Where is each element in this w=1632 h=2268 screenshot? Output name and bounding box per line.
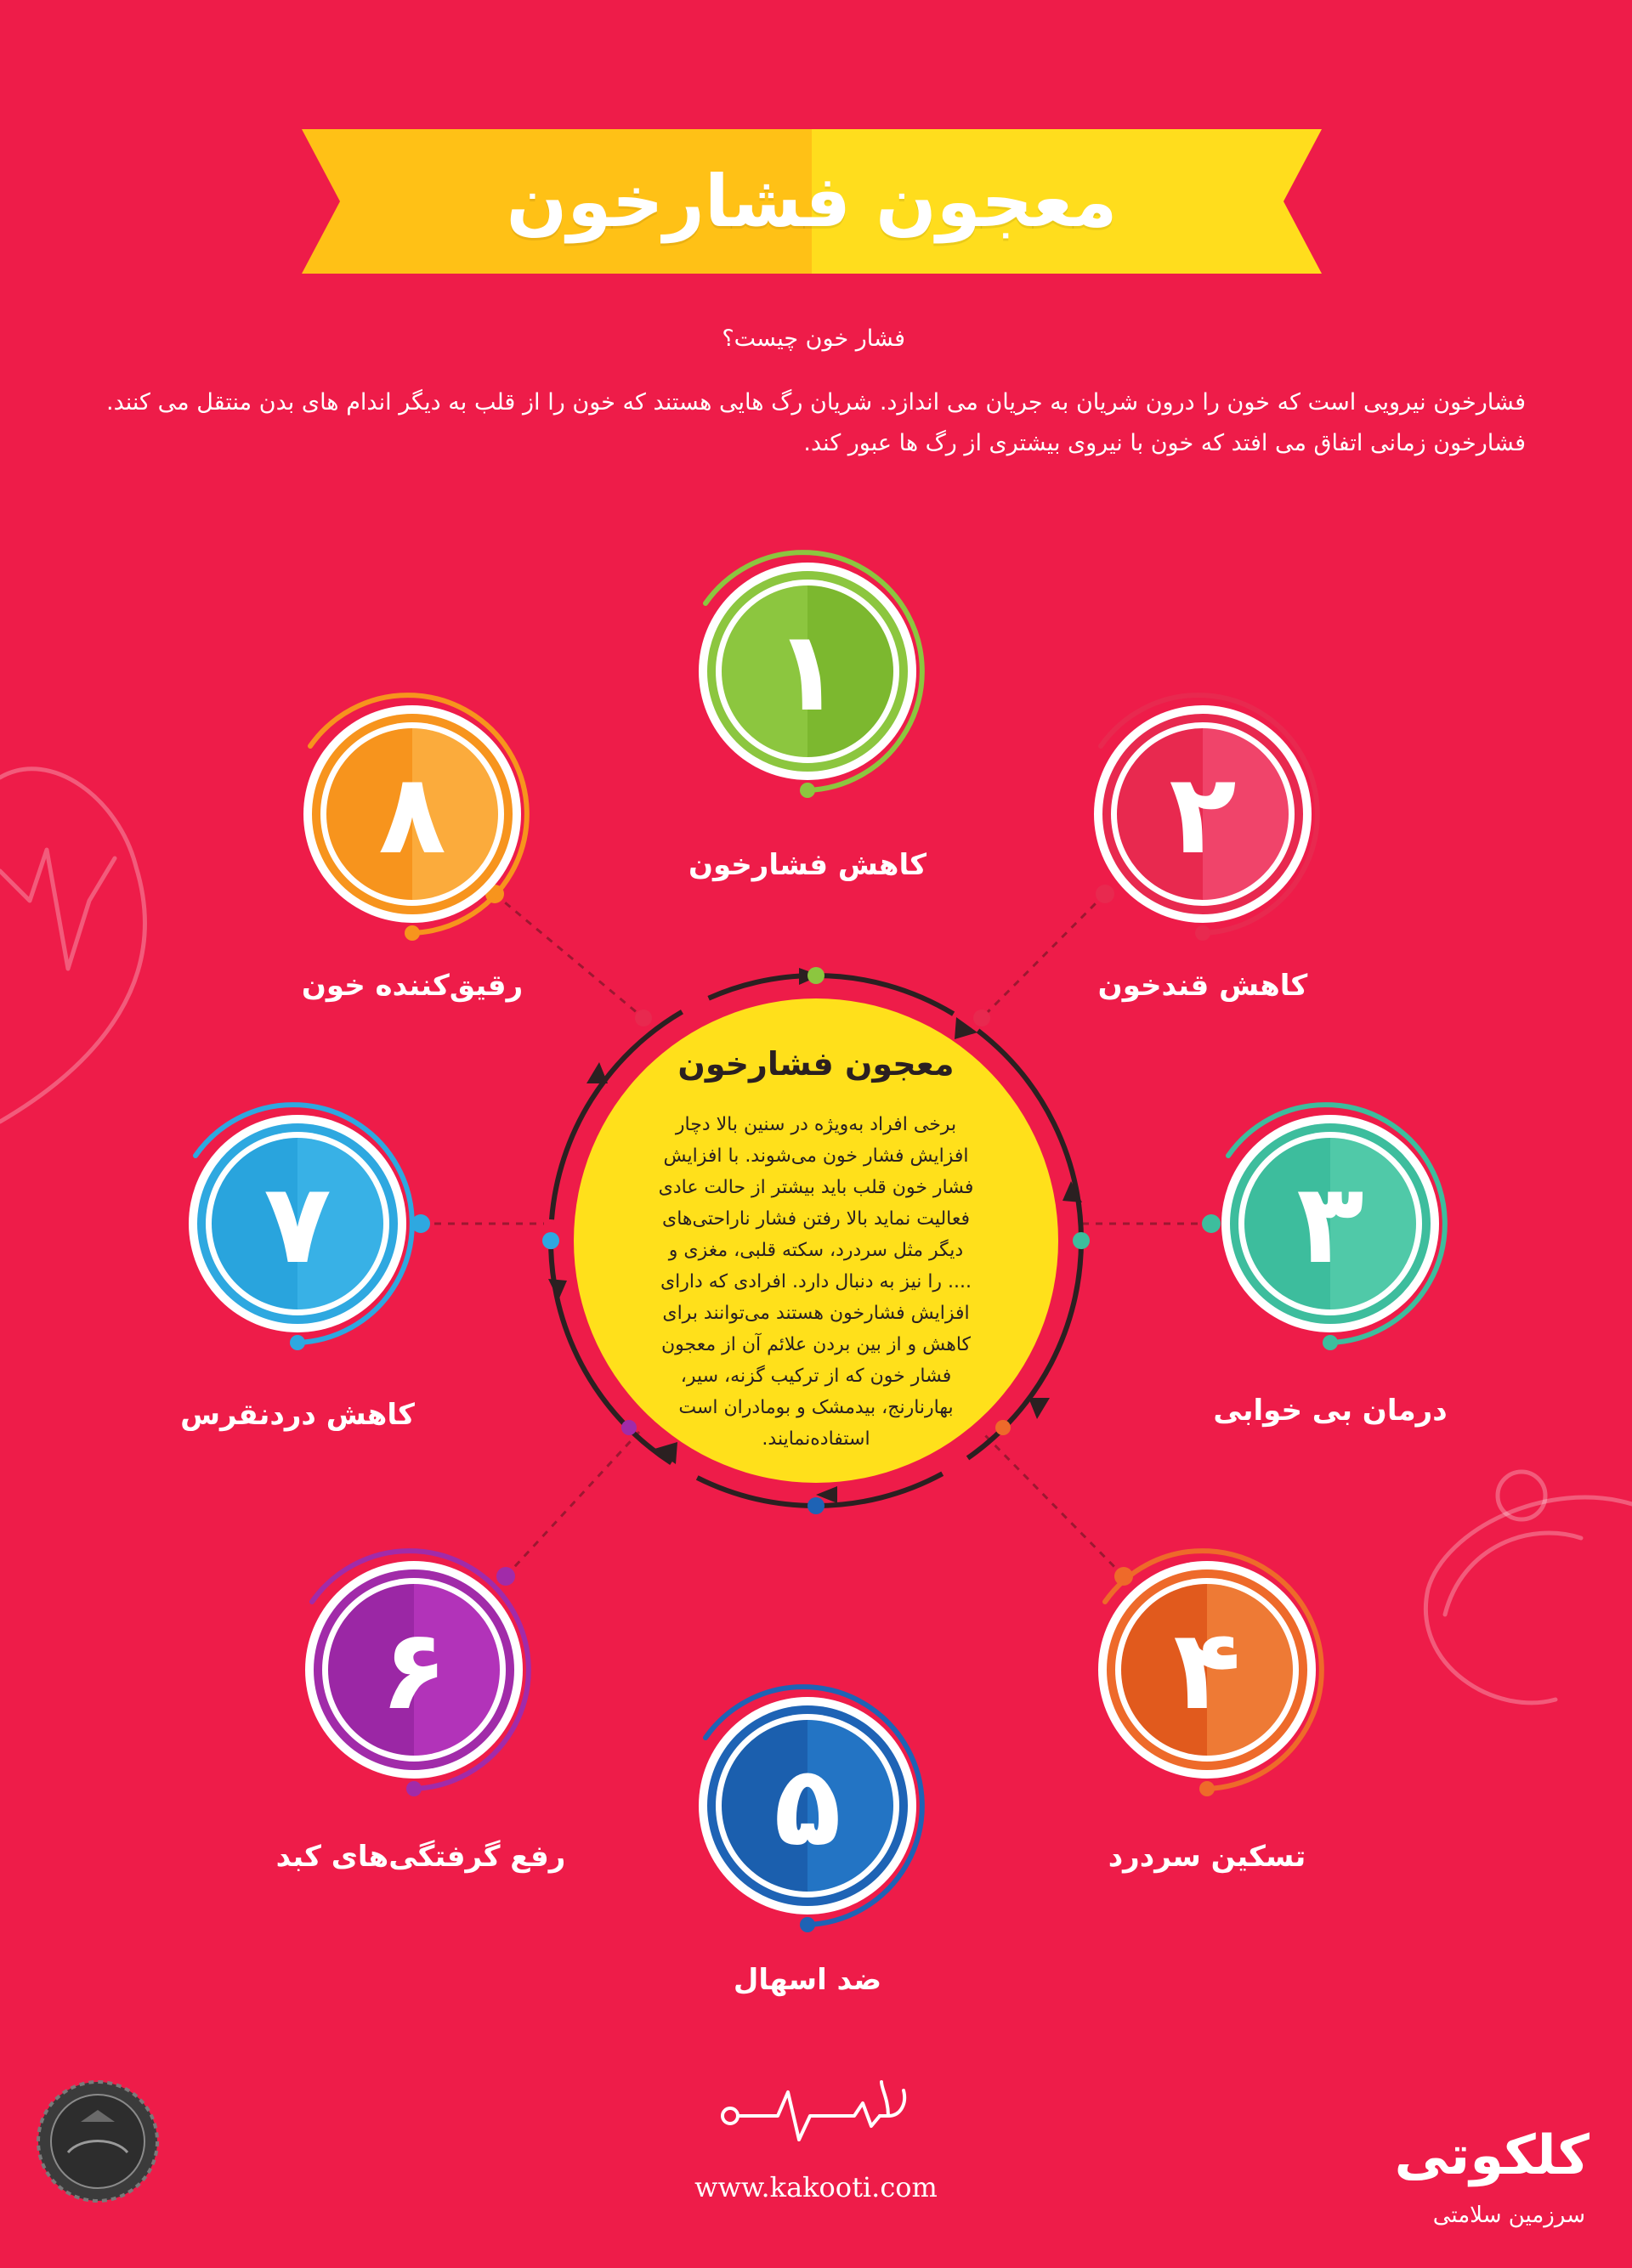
benefit-label-6: رفع گرفتگی‌های کبد (275, 1840, 566, 1874)
arrow-head-icon (955, 1017, 978, 1039)
brand-name: کلکوتی (1394, 2124, 1590, 2187)
center-body: برخی افراد به‌ویژه در سنین بالا دچار افزایش فشار خون می‌شوند. با افزایش فشار خون قلب باید بیشتر از حالت عادی فعالیت نماید بالا رفتن فشار ناراحتی‌های دیگر مثل سردرد، سکته قلبی، مغزی و .... را نیز به دنبال دارد. افرادی که دارای افزایش فشارخون هستند می‌توانند برای کاهش و از بین بردن علائم آن از معجون فشار خون که از ترکیب گزنه، سیر، بهارنارنج، بیدمشک و بومادران است استفاده‌نمایند. (658, 1114, 974, 1450)
page-title: معجون فشارخون (506, 160, 1118, 243)
center-title: معجون فشارخون (677, 1045, 955, 1083)
benefit-circle-2 (1075, 687, 1330, 942)
benefit-number-2: ۲ (1169, 749, 1237, 879)
benefit-label-2: کاهش قندخون (1097, 969, 1308, 1003)
arrow-head-icon (586, 1062, 608, 1083)
benefit-circle-8 (285, 687, 540, 942)
benefit-number-3: ۳ (1296, 1159, 1364, 1288)
benefit-number-8: ۸ (378, 749, 446, 879)
benefit-label-7: کاهش دردنقرس (180, 1398, 415, 1432)
benefit-label-3: درمان بی خوابی (1213, 1394, 1448, 1428)
brand-tagline: سرزمین سلامتی (1432, 2203, 1585, 2228)
brand-seal-logo (34, 2078, 162, 2205)
intro-question: فشار خون چیست؟ (722, 325, 905, 352)
benefit-circle-3 (1203, 1096, 1458, 1351)
benefit-circle-4 (1080, 1542, 1334, 1797)
benefit-circle-1 (680, 544, 935, 799)
arrow-head-icon (1028, 1398, 1050, 1419)
benefit-number-6: ۶ (380, 1605, 448, 1734)
center-panel (548, 973, 1084, 1508)
benefit-number-7: ۷ (264, 1159, 332, 1288)
benefit-label-4: تسکین سردرد (1108, 1840, 1306, 1874)
heartbeat-stethoscope-icon (718, 2073, 914, 2150)
benefit-circle-7 (170, 1096, 425, 1351)
benefit-number-1: ۱ (774, 607, 842, 736)
benefit-label-8: رقیق‌کننده خون (301, 969, 524, 1003)
benefit-label-5: ضد اسهال (733, 1963, 882, 1997)
intro-paragraph: فشارخون نیرویی است که خون را درون شریان به جریان می اندازد. شریان رگ هایی هستند که خون را از قلب به دیگر اندام های بدن منتقل می کنند. فشارخون زمانی اتفاق می افتد که خون با نیروی بیشتری از رگ ها عبور کند. (106, 389, 1526, 456)
arrow-head-icon (548, 1279, 567, 1300)
benefit-number-4: ۴ (1173, 1605, 1241, 1734)
benefit-circle-6 (286, 1542, 541, 1797)
website-link[interactable]: www.kakooti.com (694, 2171, 938, 2203)
benefit-circle-5 (680, 1678, 935, 1933)
benefit-number-5: ۵ (774, 1741, 842, 1870)
benefit-label-1: کاهش فشارخون (688, 848, 927, 882)
